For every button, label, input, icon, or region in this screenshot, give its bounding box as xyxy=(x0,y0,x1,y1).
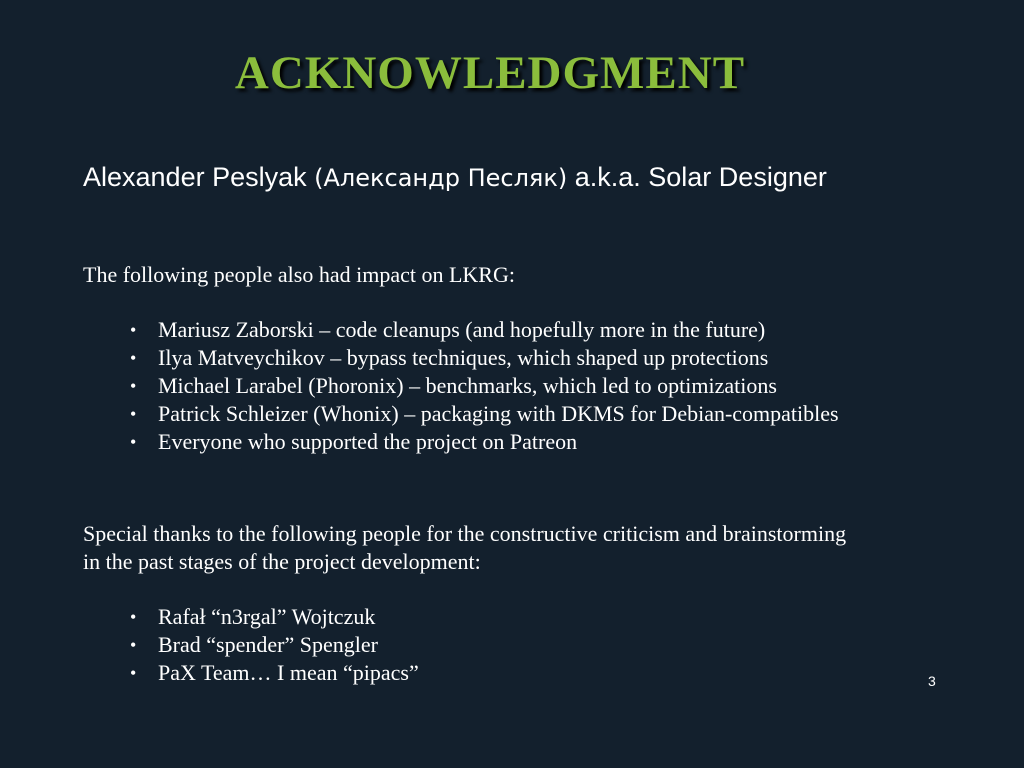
bullet-icon: • xyxy=(130,635,137,655)
author-line xyxy=(83,162,827,193)
list-item: • Michael Larabel (Phoronix) – benchmarks, which led to optimizations xyxy=(130,373,777,398)
page-number: 3 xyxy=(928,673,936,689)
list-item: • Patrick Schleizer (Whonix) – packaging with DKMS for Debian-compatibles xyxy=(130,401,839,426)
list-item: • Brad “spender” Spengler xyxy=(130,632,378,657)
list-item: • Ilya Matveychikov – bypass techniques, which shaped up protections xyxy=(130,345,769,370)
special-thanks-text xyxy=(83,520,846,576)
bullet-icon: • xyxy=(130,320,137,340)
bullet-icon: • xyxy=(130,376,137,396)
author-name-cyrillic: (Александр Песляк) xyxy=(314,164,568,192)
bullet-icon: • xyxy=(130,404,137,424)
list-item: • Rafał “n3rgal” Wojtczuk xyxy=(130,604,376,629)
bullet-icon: • xyxy=(130,348,137,368)
special-thanks-line: in the past stages of the project development: xyxy=(83,549,481,574)
list-item: • Everyone who supported the project on Patreon xyxy=(130,429,578,454)
list-item: • Mariusz Zaborski – code cleanups (and hopefully more in the future) xyxy=(130,317,766,342)
author-alias: a.k.a. Solar Designer xyxy=(574,162,827,192)
contributors-list xyxy=(130,316,839,456)
author-name: Alexander Peslyak xyxy=(83,162,307,192)
special-thanks-line: Special thanks to the following people for the constructive criticism and brainstorming xyxy=(83,521,847,546)
slide-title: ACKNOWLEDGMENT xyxy=(234,47,746,99)
intro-text: The following people also had impact on LKRG: xyxy=(83,262,515,287)
bullet-icon: • xyxy=(130,607,137,627)
bullet-icon: • xyxy=(130,432,137,452)
list-item: • PaX Team… I mean “pipacs” xyxy=(130,660,419,685)
special-people-list xyxy=(130,603,419,687)
bullet-icon: • xyxy=(130,663,137,683)
